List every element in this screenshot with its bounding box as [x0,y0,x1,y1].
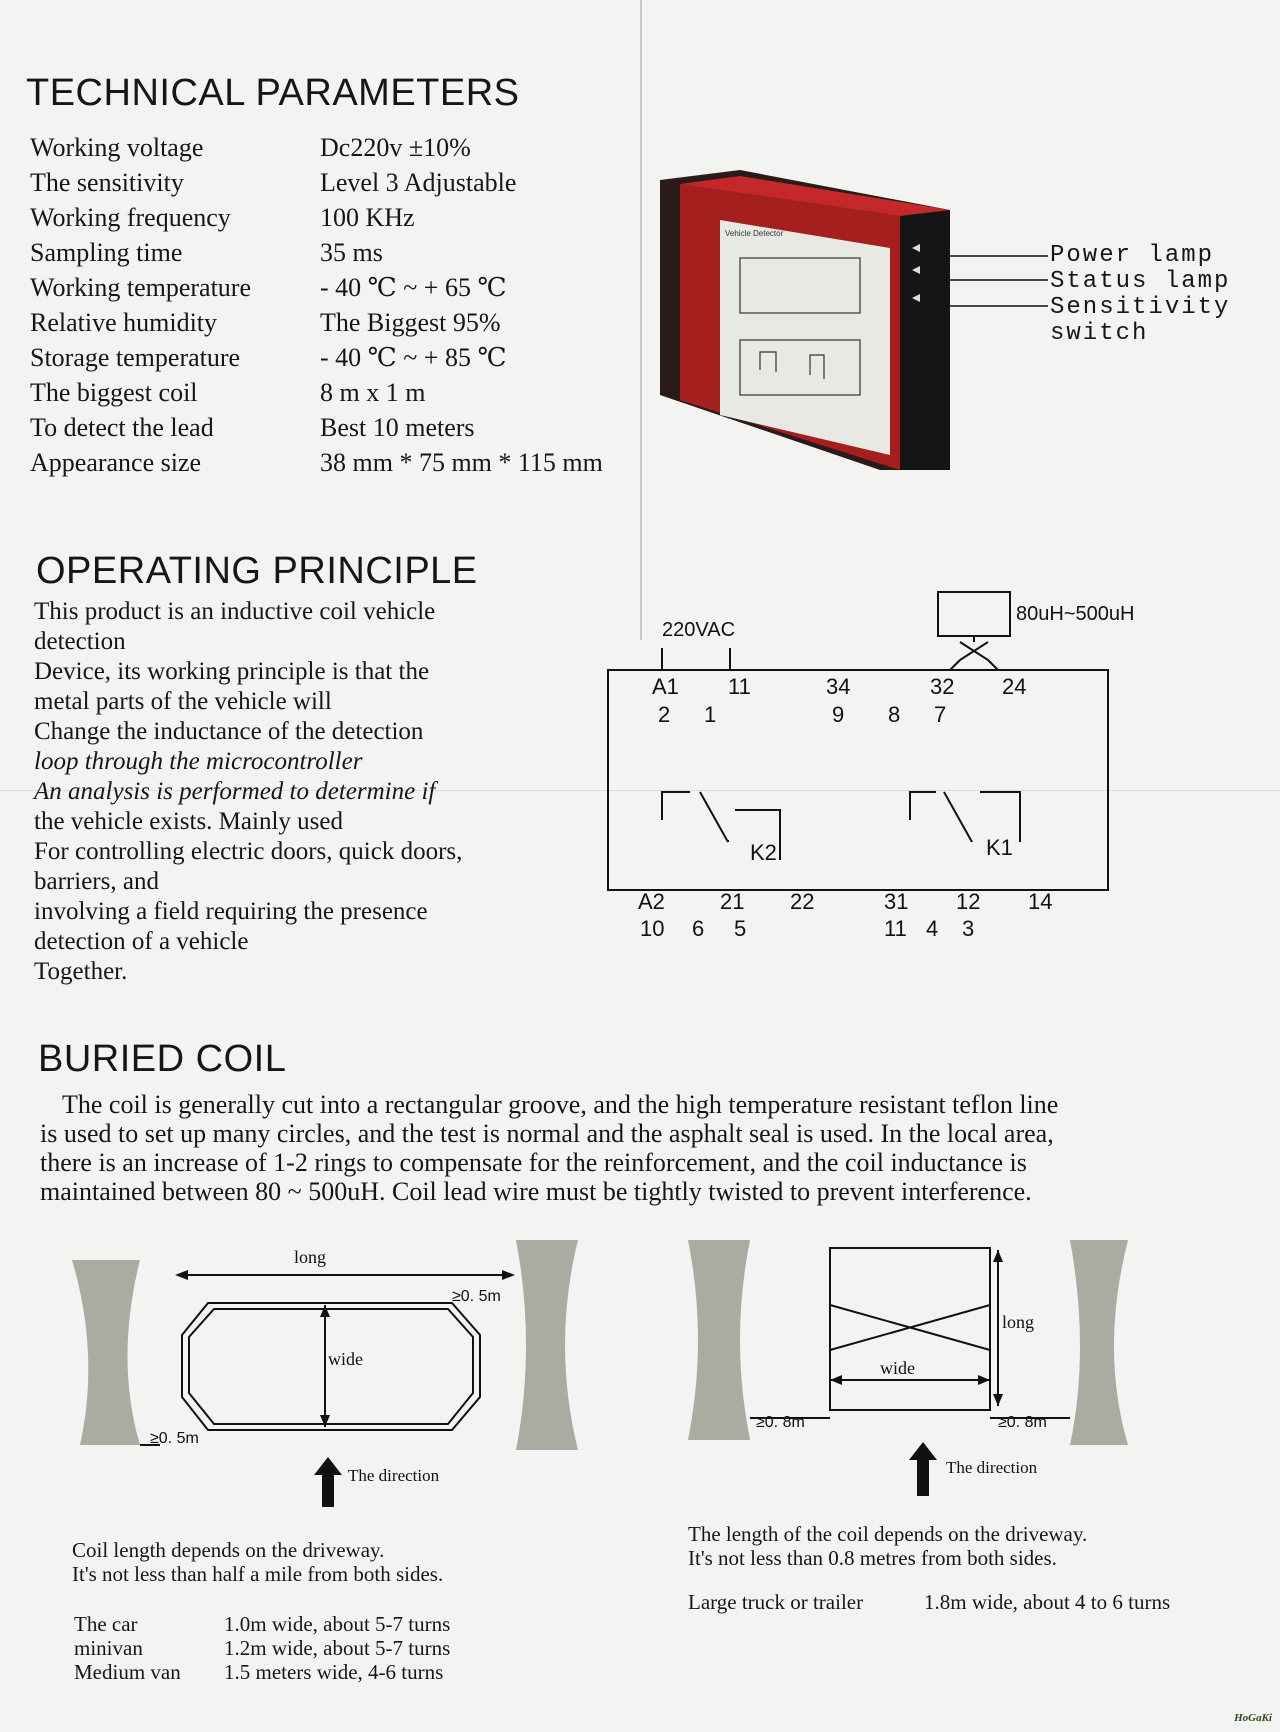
parameter-value: The Biggest 95% [320,307,501,337]
paper-fold-line [640,0,642,640]
relay-k1-label: K1 [986,835,1013,860]
principle-text [34,597,594,987]
principle-line: An analysis is performed to determine if [34,778,436,805]
terminal-label: A1 [652,674,679,699]
paragraph-line: is used to set up many circles, and the test is normal and the asphalt seal is used. In the local area, [40,1119,1054,1148]
right-long-label: long [1002,1312,1035,1332]
parameter-name: Sampling time [30,237,183,267]
principle-line: detection [34,628,126,655]
paragraph-line: there is an increase of 1-2 rings to compensate for the reinforcement, and the coil inductance is [40,1148,1027,1177]
terminal-number: 8 [888,702,901,727]
terminal-label: 14 [1028,889,1053,914]
terminal-number: 4 [926,916,939,941]
right-gap-left-label: ≥0. 8m [756,1414,805,1431]
terminal-label: 24 [1002,674,1027,699]
principle-line: detection of a vehicle [34,928,249,955]
technical-heading: TECHNICAL PARAMETERS [26,72,520,114]
power-lamp-label: Power lamp [1050,242,1215,269]
vehicle-spec: 1.0m wide, about 5-7 turns [224,1612,451,1636]
parameter-value: - 40 ℃ ~ + 85 ℃ [320,342,507,372]
left-coil-diagram [60,1235,580,1515]
parameters-table [30,130,640,480]
paragraph-line: The coil is generally cut into a rectangular groove, and the high temperature resistant teflon line [62,1090,1059,1119]
left-direction-label: The direction [348,1466,440,1485]
terminal-label: A2 [638,889,665,914]
status-lamp-label: Status lamp [1050,268,1231,295]
parameter-name: Working voltage [30,132,204,162]
terminal-number: 10 [640,916,665,941]
parameter-name: Working frequency [30,202,231,232]
left-note: Coil length depends on the driveway. It's not less than half a mile from both sides. [72,1538,444,1586]
parameter-name: Working temperature [30,272,251,302]
principle-line: For controlling electric doors, quick doors, [34,838,463,865]
parameter-row [30,340,640,375]
principle-line: loop through the microcontroller [34,748,363,775]
parameter-row [30,270,640,305]
paragraph-line: maintained between 80 ~ 500uH. Coil lead wire must be tightly twisted to prevent interference. [40,1177,1032,1206]
terminal-number: 9 [832,702,845,727]
terminal-label: 22 [790,889,815,914]
principle-line: involving a field requiring the presence [34,898,428,925]
terminal-number: 2 [658,702,671,727]
parameter-row [30,375,640,410]
left-vehicle-list [74,1612,450,1684]
terminal-number: 7 [934,702,947,727]
direction-arrow-icon [314,1457,342,1507]
vehicle-detector-image [650,170,980,470]
relay-k2-label: K2 [750,840,777,865]
parameter-value: - 40 ℃ ~ + 65 ℃ [320,272,507,302]
terminal-label: 11 [728,674,751,699]
right-vehicle-row [688,1590,1170,1614]
vehicle-spec: 1.5 meters wide, 4-6 turns [224,1660,444,1684]
terminal-label: 34 [826,674,851,699]
principle-heading: OPERATING PRINCIPLE [36,550,478,592]
parameter-value: Best 10 meters [320,412,475,442]
device-label: Vehicle Detector [725,229,784,238]
left-gap-bottom-label: ≥0. 5m [150,1430,199,1447]
parameter-value: Level 3 Adjustable [320,167,517,197]
principle-line: This product is an inductive coil vehicle [34,598,436,625]
vehicle-spec: 1.8m wide, about 4 to 6 turns [924,1590,1171,1614]
buried-heading: BURIED COIL [38,1038,287,1080]
left-gap-top-label: ≥0. 5m [452,1288,501,1305]
right-direction-label: The direction [946,1458,1038,1477]
terminal-label: 21 [720,889,745,914]
vehicle-type: The car [74,1612,138,1636]
parameter-name: Relative humidity [30,307,218,337]
terminal-number: 3 [962,916,975,941]
parameter-name: Storage temperature [30,342,241,372]
vehicle-type: Medium van [74,1660,181,1684]
parameter-value: 35 ms [320,237,383,267]
parameter-row [30,410,640,445]
sensitivity-label: Sensitivity [1050,294,1231,321]
vehicle-type: Large truck or trailer [688,1590,864,1614]
parameter-row [30,445,640,480]
vehicle-type: minivan [74,1636,143,1660]
terminal-label: 31 [884,889,909,914]
parameter-row [30,235,640,270]
parameter-name: The biggest coil [30,377,198,407]
right-wide-label: wide [880,1358,915,1378]
parameter-name: To detect the lead [30,412,214,442]
principle-line: barriers, and [34,868,159,895]
parameter-name: The sensitivity [30,167,184,197]
buried-paragraph [40,1090,1150,1206]
terminal-label: 32 [930,674,955,699]
parameter-name: Appearance size [30,447,202,477]
parameter-value: 100 KHz [320,202,415,232]
vehicle-row [74,1636,450,1660]
terminal-number: 5 [734,916,747,941]
left-wide-label: wide [328,1349,363,1369]
parameter-value: Dc220v ±10% [320,132,471,162]
parameter-row [30,200,640,235]
vehicle-spec: 1.2m wide, about 5-7 turns [224,1636,451,1660]
principle-line: Together. [34,958,128,985]
supply-label: 220VAC [662,619,736,641]
terminal-number: 1 [704,702,717,727]
parameter-row [30,165,640,200]
switch-label: switch [1050,320,1149,347]
watermark-logo: HoGaKi [1234,1712,1272,1724]
inductance-label: 80uH~500uH [1016,603,1135,625]
direction-arrow-icon [909,1442,937,1496]
right-coil-diagram [680,1230,1270,1510]
wiring-diagram [600,580,1160,950]
vehicle-row [74,1660,450,1684]
principle-line: metal parts of the vehicle will [34,688,332,715]
principle-line: the vehicle exists. Mainly used [34,808,343,835]
principle-line: Change the inductance of the detection [34,718,424,745]
left-long-label: long [294,1247,327,1267]
parameter-value: 38 mm * 75 mm * 115 mm [320,447,603,477]
principle-line: Device, its working principle is that the [34,658,430,685]
terminal-number: 6 [692,916,705,941]
parameter-value: 8 m x 1 m [320,377,426,407]
terminal-number: 11 [884,916,907,941]
vehicle-row [74,1612,450,1636]
terminal-label: 12 [956,889,981,914]
right-note: The length of the coil depends on the driveway. It's not less than 0.8 metres from both sides. [688,1522,1088,1570]
parameter-row [30,305,640,340]
right-gap-right-label: ≥0. 8m [998,1414,1047,1431]
parameter-row [30,130,640,165]
